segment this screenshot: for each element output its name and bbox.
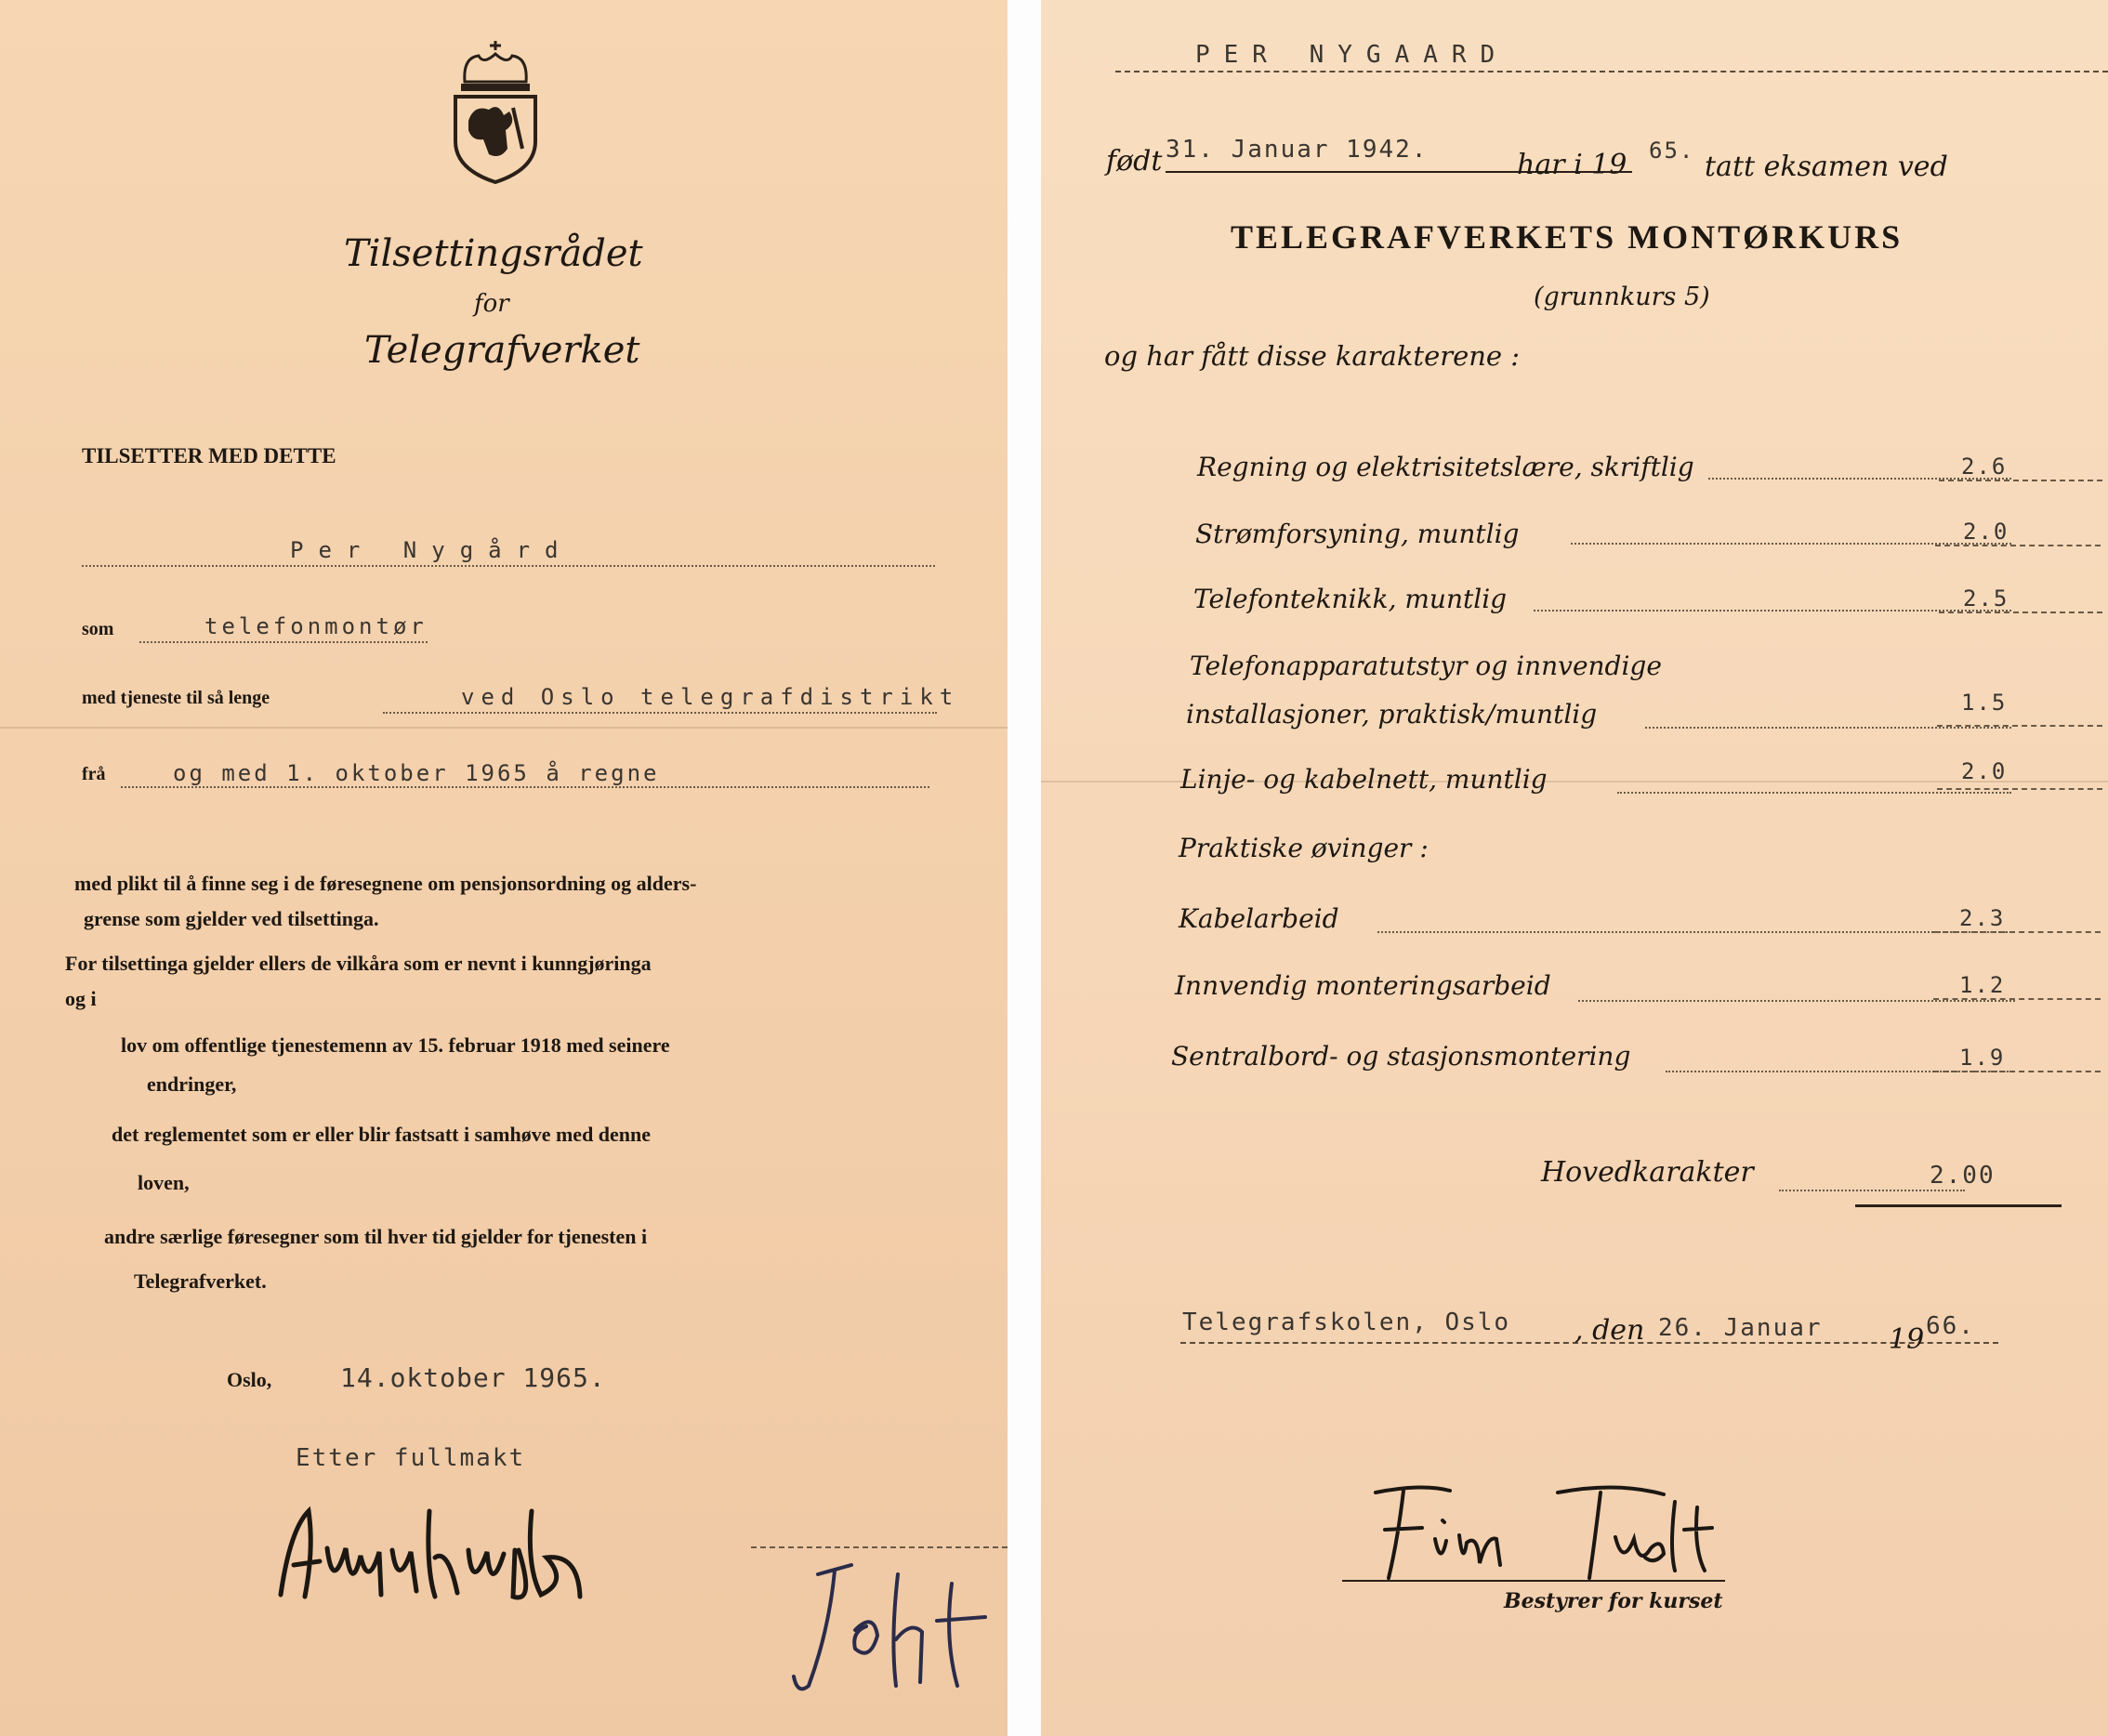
practical-grade: 1.9 — [1959, 1045, 2006, 1071]
issue-date: 14.oktober 1965. — [340, 1362, 606, 1393]
signature-2 — [781, 1546, 1008, 1704]
clause-1-line-2: endringer, — [147, 1072, 237, 1096]
signature-1 — [271, 1493, 625, 1613]
paragraph-line-4: og i — [65, 987, 97, 1010]
clause-3-line-1: andre særlige føresegner som til hver tid gjelder for tjenesten i — [104, 1225, 648, 1248]
clause-3-line-2: Telegrafverket. — [134, 1269, 267, 1293]
authority-text: Etter fullmakt — [296, 1444, 526, 1472]
practical-subject: Kabelarbeid — [1179, 903, 1339, 934]
exam-year: 65. — [1649, 138, 1695, 164]
practical-subject: Sentralbord- og stasjonsmontering — [1171, 1041, 1631, 1072]
den-label: , den — [1574, 1314, 1645, 1347]
practical-grade: 2.3 — [1959, 905, 2006, 931]
practical-subject: Innvendig monteringsarbeid — [1175, 970, 1551, 1001]
born-label: født — [1106, 145, 1163, 178]
grade-subject: Regning og elektrisitetslære, skriftlig — [1197, 452, 1694, 482]
grade-value: 2.5 — [1963, 585, 2009, 612]
grade-subject-line-2: installasjoner, praktisk/muntlig — [1186, 699, 1598, 730]
year-prefix: 19 — [1889, 1323, 1925, 1356]
main-grade-value: 2.00 — [1930, 1162, 1996, 1190]
born-value: 31. Januar 1942. — [1166, 136, 1429, 164]
heading-line-2: for — [474, 290, 509, 318]
clause-2-line-1: det reglementet som er eller blir fastsatt i samhøve med denne — [112, 1123, 652, 1146]
paragraph-line-3: For tilsettinga gjelder ellers de vilkåra som er nevnt i kunngjøringa — [65, 952, 652, 975]
grade-value: 2.0 — [1961, 758, 2008, 784]
place: Oslo, — [227, 1368, 272, 1391]
course-certificate — [1041, 0, 2108, 1736]
employee-name: Per Nygård — [290, 537, 573, 563]
intro-text: TILSETTER MED DETTE — [82, 444, 336, 467]
certificate-date: 26. Januar — [1658, 1314, 1823, 1342]
has-label: har i 19 — [1517, 149, 1627, 181]
coat-of-arms-icon — [437, 37, 554, 186]
from-label: frå — [82, 764, 106, 784]
practical-grade: 1.2 — [1959, 972, 2006, 998]
course-subtitle: (grunnkurs 5) — [1534, 283, 1710, 311]
certificate-year: 66. — [1926, 1312, 1975, 1340]
grade-subject: Telefonapparatutstyr og innvendige — [1190, 651, 1662, 681]
position-value: telefonmontør — [204, 613, 428, 639]
grade-subject: Strømforsyning, muntlig — [1195, 519, 1520, 549]
course-title: TELEGRAFVERKETS MONTØRKURS — [1231, 218, 1904, 256]
signature-3 — [1338, 1474, 1747, 1595]
som-label: som — [82, 619, 114, 639]
grade-value: 2.0 — [1963, 519, 2009, 545]
grade-subject: Telefonteknikk, muntlig — [1193, 584, 1508, 614]
practical-label: Praktiske øvinger : — [1179, 833, 1429, 863]
page-gap — [1008, 0, 1041, 1736]
grade-value: 2.6 — [1961, 454, 2008, 480]
school-name: Telegrafskolen, Oslo — [1182, 1309, 1511, 1336]
appointment-letter — [0, 0, 1008, 1736]
from-value: og med 1. oktober 1965 å regne — [173, 760, 660, 786]
service-value: ved Oslo telegrafdistrikt — [461, 684, 960, 710]
paragraph-line-1: med plikt til å finne seg i de føresegnene om pensjonsordning og alders- — [74, 872, 697, 895]
grade-subject: Linje- og kabelnett, muntlig — [1180, 764, 1548, 795]
heading-line-1: Tilsettingsrådet — [344, 232, 643, 275]
grades-intro: og har fått disse karakterene : — [1104, 340, 1521, 372]
signer-title: Bestyrer for kurset — [1504, 1589, 1723, 1613]
exam-label: tatt eksamen ved — [1705, 151, 1948, 183]
paragraph-line-2: grense som gjelder ved tilsettinga. — [84, 907, 379, 930]
clause-2-line-2: loven, — [138, 1171, 190, 1194]
heading-line-3: Telegrafverket — [364, 329, 640, 372]
clause-1-line-1: lov om offentlige tjenestemenn av 15. februar 1918 med seinere — [121, 1033, 670, 1057]
service-label: med tjeneste til så lenge — [82, 688, 270, 708]
grade-value: 1.5 — [1961, 690, 2008, 716]
candidate-name: PER NYGAARD — [1195, 41, 1509, 69]
main-grade-label: Hovedkarakter — [1541, 1156, 1754, 1189]
